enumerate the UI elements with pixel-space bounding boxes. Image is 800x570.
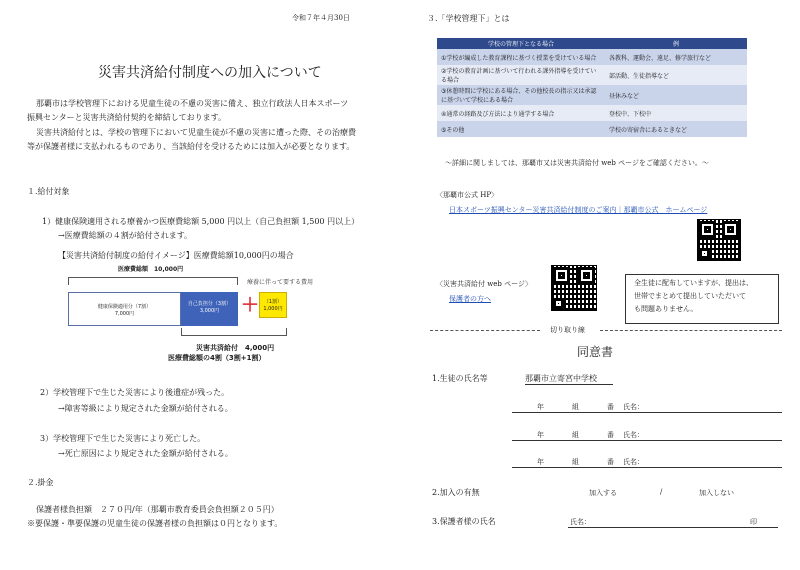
section-heading-school-management: ３.「学校管理下」とは <box>427 14 510 23</box>
guardian-name-field[interactable] <box>568 527 778 528</box>
grade-label: 年 <box>537 431 544 439</box>
details-note: ～詳細に関しましては、那覇市又は災害共済給付 web ページをご確認ください。～ <box>445 159 709 167</box>
benefit-ratio: 医療費総額の4割（3割+1割） <box>168 354 266 362</box>
table-cell: 各教科、運動会、遠足、修学旅行など <box>605 49 747 65</box>
cut-line-label: 切り取り線 <box>550 326 585 334</box>
intro-text: 那覇市は学校管理下における児童生徒の不慮の災害に備え、独立行政法人日本スポーツ <box>36 99 349 108</box>
table-cell: ④通常の経路及び方法により通学する場合 <box>437 105 605 121</box>
benefit-item-2-result: →障害等級により規定された金額が給付される。 <box>58 404 233 413</box>
join-option[interactable]: 加入する <box>589 489 617 497</box>
fee-amount: 保護者様負担額 ２７０円/年（那覇市教育委員会負担額２０５円） <box>36 505 279 514</box>
total-bracket <box>68 277 238 285</box>
cut-line-right <box>600 330 782 331</box>
table-header-row <box>437 38 747 49</box>
benefit-item-2: 2）学校管理下で生じた災害により後遺症が残った。 <box>40 388 230 397</box>
number-label: 番 <box>607 431 614 439</box>
school-name: 那覇市立寄宮中学校 <box>525 373 613 385</box>
table-row <box>437 85 747 105</box>
insurance-label: 健康保険適用分（7割） <box>97 304 152 310</box>
qr-code-icon <box>697 219 741 261</box>
student-name-label: 氏名： <box>623 403 644 411</box>
notice-box <box>625 274 779 324</box>
self-pay-block <box>181 292 238 326</box>
table-cell: ③休憩時間に学校にある場合、その他校長の指示又は承認に基づいて学校にある場合 <box>437 85 605 105</box>
class-label: 組 <box>572 458 579 466</box>
table-row <box>437 121 747 137</box>
student-row-line-1[interactable] <box>512 412 782 413</box>
number-label: 番 <box>607 403 614 411</box>
naha-hp-link[interactable]: 日本スポーツ振興センター災害共済給付制度のご案内｜那覇市公式 ホームページ <box>449 206 708 214</box>
student-row-line-3[interactable] <box>512 467 782 468</box>
naha-hp-label: 〈那覇市公式 HP〉 <box>436 191 499 199</box>
consent-title: 同意書 <box>577 345 614 359</box>
self-pay-label: 自己負担分（3割） <box>187 301 232 307</box>
fee-note: ※要保護・準要保護の児童生徒の保護者様の負担額は０円となります。 <box>27 519 283 528</box>
class-label: 組 <box>572 403 579 411</box>
notice-text: 全生徒に配布していますが、提出は、 <box>634 279 753 287</box>
table-cell: 登校中、下校中 <box>605 105 747 121</box>
intro-text: 振興センターと災害共済給付契約を締結しております。 <box>27 113 227 122</box>
table-cell: ①学校が編成した教育課程に基づく授業を受けている場合 <box>437 49 605 65</box>
diagram-total-label: 医療費総額 10,000円 <box>118 266 184 273</box>
table-cell: ②学校の教育計画に基づいて行われる課外指導を受けている場合 <box>437 65 605 85</box>
table-row <box>437 65 747 85</box>
extra-cost-note: 療養に伴って要する費用 <box>247 279 314 286</box>
benefit-bracket <box>181 328 287 336</box>
enrollment-label: 2.加入の有無 <box>432 488 480 497</box>
number-label: 番 <box>607 458 614 466</box>
student-info-label: 1.生徒の氏名等 <box>432 374 488 383</box>
extra-cost-block <box>259 292 287 318</box>
plus-icon: ＋ <box>241 295 259 316</box>
benefit-amount: 災害共済給付 4,000円 <box>196 344 275 352</box>
qr-code-icon <box>551 265 597 311</box>
benefit-item-3: 3）学校管理下で生じた災害により死亡した。 <box>40 434 206 443</box>
guardian-page-link[interactable]: 保護者の方へ <box>449 295 491 303</box>
extra-cost-label: （1割） <box>263 299 283 305</box>
intro-text: 等が保護者様に支払われるものであり、当該給付を受けるためには加入が必要となります。 <box>27 142 355 151</box>
benefit-item-1-result: →医療費総額の４割が給付されます。 <box>58 231 193 240</box>
student-row-line-2[interactable] <box>512 440 782 441</box>
intro-text: 災害共済給付とは、学校の管理下において児童生徒が不慮の災害に遭った際、その治療費 <box>36 128 356 137</box>
section-heading-fee: ２.掛金 <box>27 478 54 487</box>
school-management-table <box>437 38 747 137</box>
student-name-label: 氏名： <box>623 431 644 439</box>
table-row <box>437 49 747 65</box>
cut-line-left <box>430 330 540 331</box>
insurance-value: 7,000円 <box>114 311 135 317</box>
grade-label: 年 <box>537 458 544 466</box>
table-row <box>437 105 747 121</box>
image-title: 【災害共済給付制度の給付イメージ】医療費総額10,000円の場合 <box>58 251 294 260</box>
document-date: 令和７年４月30日 <box>292 14 350 22</box>
table-header: 例 <box>605 38 747 49</box>
notice-text: 世帯でまとめて提出していただいて <box>634 292 746 300</box>
not-join-option[interactable]: 加入しない <box>699 489 734 497</box>
table-header: 学校の管理下となる場合 <box>437 38 605 49</box>
self-pay-value: 3,000円 <box>199 308 220 314</box>
page-title: 災害共済給付制度への加入について <box>98 65 322 81</box>
table-cell: ⑤その他 <box>437 121 605 137</box>
insurance-block <box>68 292 181 326</box>
extra-cost-value: 1,000円 <box>263 306 283 312</box>
table-cell: 昼休みなど <box>605 85 747 105</box>
student-name-label: 氏名： <box>623 458 644 466</box>
guardian-name-label: 3.保護者様の氏名 <box>432 517 496 526</box>
grade-label: 年 <box>537 403 544 411</box>
benefit-item-1: 1）健康保険適用される療養かつ医療費総額 5,000 円以上（自己負担額 1,500 円以上） <box>42 217 360 226</box>
option-separator: / <box>660 488 663 496</box>
table-cell: 部活動、生徒指導など <box>605 65 747 85</box>
notice-text: も問題ありません。 <box>634 305 698 313</box>
section-heading-benefits: １.給付対象 <box>27 187 70 196</box>
guardian-name-field-label: 氏名： <box>570 518 591 526</box>
benefit-item-3-result: →死亡原因により規定された金額が給付される。 <box>58 449 233 458</box>
class-label: 組 <box>572 431 579 439</box>
seal-mark: 印 <box>750 518 757 526</box>
web-page-label: 〈災害共済給付 web ページ〉 <box>436 280 532 288</box>
table-cell: 学校の寄宿舎にあるときなど <box>605 121 747 137</box>
